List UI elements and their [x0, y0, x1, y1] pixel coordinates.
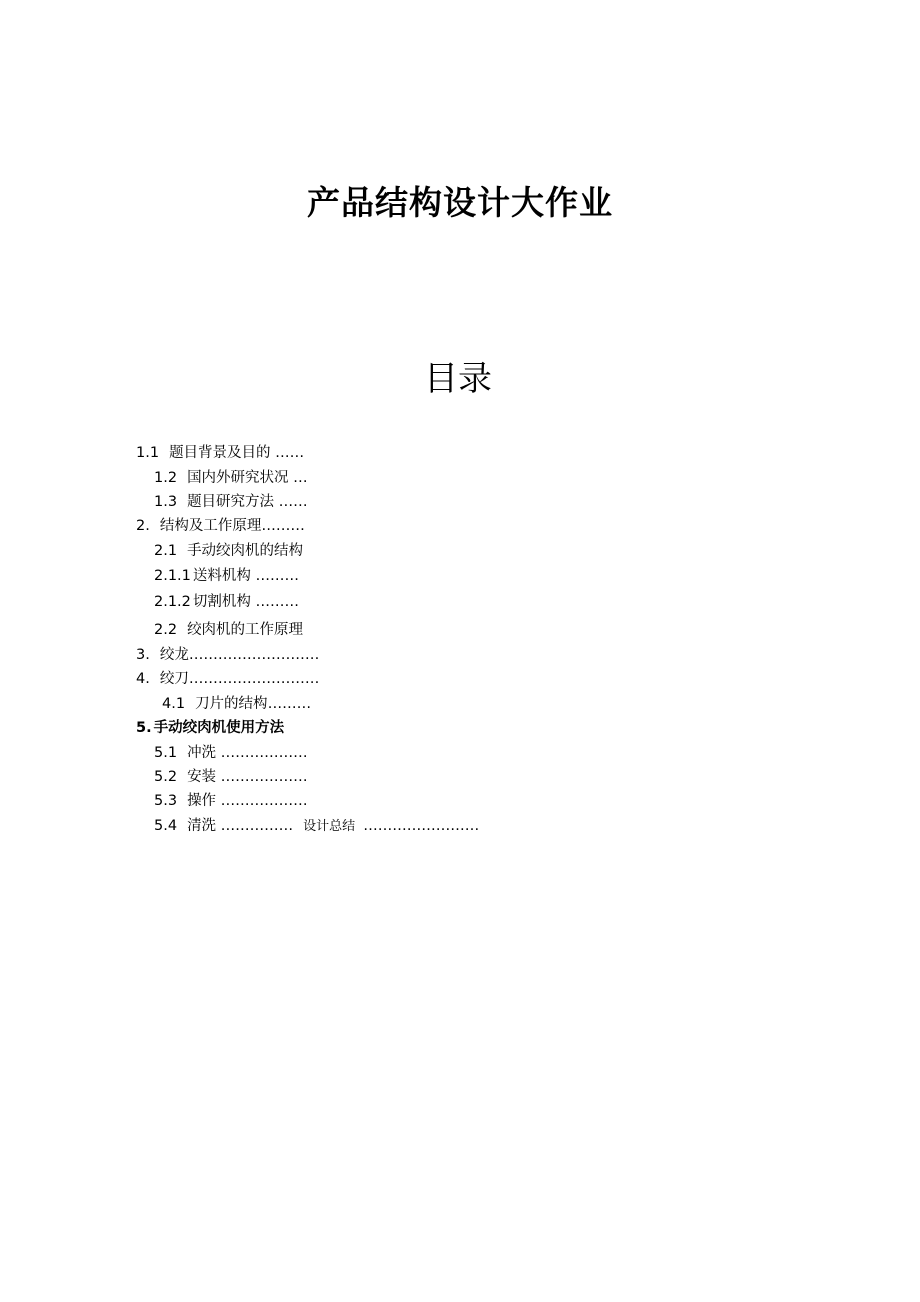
toc-entry-number: 1.2 — [154, 470, 178, 486]
toc-entry-label: 刀片的结构 — [195, 696, 268, 712]
toc-entry-1-3[interactable] — [154, 492, 308, 512]
toc-entry-label: 冲洗 — [187, 745, 217, 761]
toc-entry-label: 绞龙 — [159, 647, 189, 663]
toc-entry-leader: ……………… — [216, 745, 308, 761]
toc-entry-label: 切割机构 — [192, 594, 251, 610]
toc-entry-5-2[interactable] — [154, 767, 308, 787]
toc-entry-leader: ……………… — [216, 769, 308, 785]
toc-entry-2-1-1[interactable] — [154, 566, 299, 586]
toc-entry-leader: ……… — [261, 518, 305, 534]
toc-entry-label: 绞刀 — [159, 671, 189, 687]
toc-entry-label: 国内外研究状况 — [187, 470, 289, 486]
toc-entry-leader: ……… — [267, 696, 312, 712]
toc-entry-number: 3. — [136, 647, 150, 663]
toc-entry-5-1[interactable] — [154, 743, 308, 763]
toc-entry-number: 1.1 — [136, 445, 160, 461]
toc-entry-2[interactable] — [136, 516, 305, 536]
toc-entry-label: 题目背景及目的 — [169, 445, 271, 461]
toc-entry-label: 绞肉机的工作原理 — [187, 622, 304, 638]
document-title: 产品结构设计大作业 — [307, 183, 613, 222]
toc-entry-1-1[interactable] — [136, 443, 304, 463]
toc-entry-design-summary-label[interactable]: 设计总结 — [303, 819, 356, 834]
toc-entry-number: 2.1.2 — [154, 594, 191, 610]
toc-entry-leader: ……………………… — [188, 671, 320, 687]
toc-entry-leader: … — [288, 470, 308, 486]
toc-entry-5-3[interactable] — [154, 791, 308, 811]
toc-entry-5[interactable] — [136, 718, 284, 738]
toc-entry-number: 5.4 — [154, 818, 178, 834]
toc-entry-number: 5.2 — [154, 769, 178, 785]
toc-entry-number: 4.1 — [162, 696, 186, 712]
toc-entry-number: 5. — [136, 720, 152, 736]
toc-entry-label: 结构及工作原理 — [159, 518, 262, 534]
toc-entry-4[interactable] — [136, 669, 319, 689]
toc-entry-label: 操作 — [187, 793, 217, 809]
toc-entry-number: 2.2 — [154, 622, 178, 638]
toc-entry-number: 2.1 — [154, 543, 178, 559]
toc-entry-5-4[interactable] — [154, 816, 479, 836]
toc-entry-design-summary-leader: …………………… — [363, 818, 480, 834]
toc-entry-label: 清洗 — [187, 818, 217, 834]
toc-entry-number: 5.1 — [154, 745, 178, 761]
toc-entry-label: 送料机构 — [192, 568, 251, 584]
toc-entry-2-1-2[interactable] — [154, 592, 299, 612]
toc-entry-2-2[interactable] — [154, 620, 303, 640]
toc-entry-leader: ……… — [250, 594, 300, 610]
toc-entry-2-1[interactable] — [154, 541, 303, 561]
toc-entry-leader: ……… — [250, 568, 300, 584]
toc-entry-3[interactable] — [136, 645, 319, 665]
toc-entry-1-2[interactable] — [154, 468, 308, 488]
toc-entry-label: 手动绞肉机使用方法 — [153, 720, 285, 736]
toc-entry-leader: …………… — [216, 818, 294, 834]
toc-entry-number: 4. — [136, 671, 150, 687]
toc-entry-leader: …… — [270, 445, 305, 461]
toc-entry-leader: ……………………… — [188, 647, 320, 663]
toc-entry-leader: ……………… — [216, 793, 308, 809]
toc-entry-4-1[interactable] — [162, 694, 311, 714]
toc-entry-number: 5.3 — [154, 793, 178, 809]
toc-entry-label: 题目研究方法 — [187, 494, 275, 510]
toc-entry-number: 2. — [136, 518, 150, 534]
toc-heading: 目录 — [424, 359, 492, 399]
toc-entry-label: 安装 — [187, 769, 217, 785]
toc-entry-leader: …… — [274, 494, 308, 510]
toc-entry-number: 1.3 — [154, 494, 178, 510]
toc-entry-label: 手动绞肉机的结构 — [187, 543, 304, 559]
toc-entry-number: 2.1.1 — [154, 568, 191, 584]
